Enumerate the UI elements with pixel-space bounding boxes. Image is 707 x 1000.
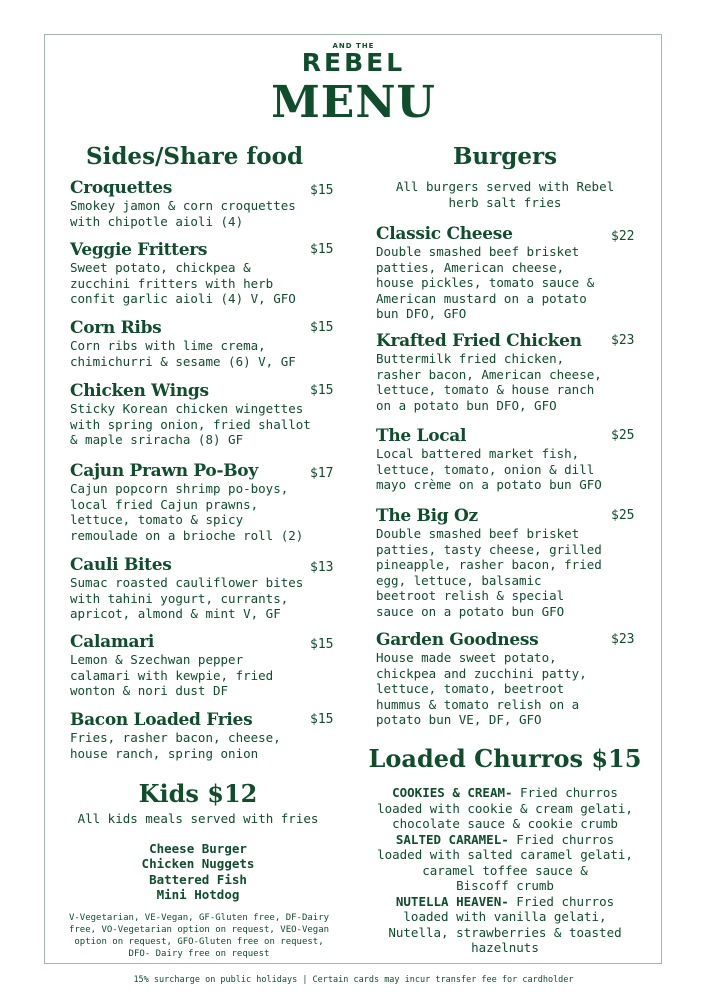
item-price: $15 <box>310 183 334 198</box>
item-description: Double smashed beef brisket patties, American cheese, house pickles, tomato sauce & American mustard on a potato bun DFO, GFO <box>376 244 595 321</box>
item-name: Cajun Prawn Po-Boy <box>70 461 258 481</box>
burgers-subtitle: All burgers served with Rebel herb salt fries <box>395 179 615 210</box>
item-price: $15 <box>310 320 334 335</box>
menu-item <box>70 318 338 381</box>
dietary-legend: V-Vegetarian, VE-Vegan, GF-Gluten free, DF-Dairy free, VO-Vegetarian option on request, VEO-Vegan option on request, GFO-Gluten free on request, DFO- Dairy free on request <box>68 913 330 959</box>
item-name: Krafted Fried Chicken <box>376 331 582 351</box>
footer-note: 15% surcharge on public holidays | Certain cards may incur transfer fee for cardholder <box>133 975 574 985</box>
item-description: Smokey jamon & corn croquettes with chipotle aioli (4) <box>70 198 296 229</box>
menu-item <box>70 178 338 240</box>
item-description: Sumac roasted cauliflower bites with tahini yogurt, currants, apricot, almond & mint V, GF <box>70 575 304 621</box>
section-title: Sides/Share food <box>86 143 304 170</box>
menu-item <box>376 331 636 426</box>
brand-prefix: AND THE <box>332 42 375 50</box>
sides-section <box>70 143 338 171</box>
burgers-list <box>376 224 636 740</box>
list-item: Mini Hotdog <box>156 887 240 902</box>
item-price: $15 <box>310 712 334 727</box>
churros-list: COOKIES & CREAM- Fried churros loaded with cookie & cream gelati, chocolate sauce & cookie crumb SALTED CARAMEL- Fried churros loaded with salted caramel gelati, caramel toffee sauce & Biscoff crumb NUTELLA HEAVEN- Fried churros loaded with vanilla gelati, Nutella, strawberries & toasted hazelnuts <box>360 785 650 956</box>
item-name: Croquettes <box>70 178 172 198</box>
list-item: COOKIES & CREAM- Fried churros <box>392 785 618 800</box>
item-description: House made sweet potato, chickpea and zucchini patty, lettuce, tomato, beetroot hummus & tomato relish on a potato bun VE, DF, GFO <box>376 650 587 727</box>
brand-logo: REBEL <box>301 48 406 77</box>
item-name: Chicken Wings <box>70 381 209 401</box>
list-item: Cheese Burger <box>149 840 247 856</box>
item-name: Cauli Bites <box>70 555 172 575</box>
menu-item <box>70 632 338 710</box>
item-name: Garden Goodness <box>376 630 539 650</box>
item-name: Calamari <box>70 632 155 652</box>
item-name: Classic Cheese <box>376 224 513 244</box>
menu-title: MENU <box>271 77 436 128</box>
menu-item <box>376 426 636 506</box>
item-description: Lemon & Szechwan pepper calamari with kewpie, fried wonton & nori dust DF <box>70 652 274 698</box>
item-description: Double smashed beef brisket patties, tasty cheese, grilled pineapple, rasher bacon, fried egg, lettuce, balsamic beetroot relish & special sauce on a potato bun GFO <box>376 526 602 619</box>
item-price: $22 <box>611 229 635 244</box>
item-price: $25 <box>611 508 635 523</box>
burgers-section <box>360 143 650 210</box>
churros-section <box>360 745 650 956</box>
menu-item <box>376 224 636 331</box>
item-price: $23 <box>611 632 635 647</box>
menu-item <box>376 506 636 630</box>
section-title: Kids $12 <box>138 779 258 808</box>
item-name: Corn Ribs <box>70 318 162 338</box>
section-title: Loaded Churros $15 <box>368 744 642 773</box>
menu-item <box>70 461 338 555</box>
section-title: Burgers <box>452 143 558 170</box>
item-price: $15 <box>310 383 334 398</box>
item-name: The Local <box>376 426 467 446</box>
kids-subtitle: All kids meals served with fries <box>77 811 319 826</box>
item-description: Buttermilk fried chicken, rasher bacon, American cheese, lettuce, tomato & house ranch on a potato bun DFO, GFO <box>376 351 602 413</box>
item-description: Local battered market fish, lettuce, tomato, onion & dill mayo crème on a potato bun GFO <box>376 446 602 492</box>
item-price: $23 <box>611 333 635 348</box>
menu-item <box>70 710 338 770</box>
item-name: Veggie Fritters <box>70 240 208 260</box>
kids-items <box>63 841 333 903</box>
item-description: Corn ribs with lime crema, chimichurri & sesame (6) V, GF <box>70 338 296 369</box>
item-price: $15 <box>310 637 334 652</box>
item-name: Bacon Loaded Fries <box>70 710 253 730</box>
item-price: $15 <box>310 242 334 257</box>
menu-item <box>376 630 636 740</box>
sides-list <box>70 178 338 770</box>
item-description: Cajun popcorn shrimp po-boys, local fried Cajun prawns, lettuce, tomato & spicy remoulade on a brioche roll (2) <box>70 481 304 543</box>
item-description: Sticky Korean chicken wingettes with spring onion, fried shallot & maple sriracha (8) GF <box>70 401 311 447</box>
item-description: Fries, rasher bacon, cheese, house ranch, spring onion <box>70 730 281 761</box>
list-item: NUTELLA HEAVEN- Fried churros <box>395 893 615 909</box>
menu-item <box>70 555 338 632</box>
item-name: The Big Oz <box>376 506 478 526</box>
menu-item <box>70 381 338 461</box>
menu-item <box>70 240 338 318</box>
list-item: SALTED CARAMEL- Fried churros <box>395 831 615 847</box>
item-description: Sweet potato, chickpea & zucchini fritters with herb confit garlic aioli (4) V, GFO <box>70 260 296 306</box>
item-price: $13 <box>310 560 334 575</box>
kids-section <box>63 780 333 903</box>
item-price: $17 <box>310 466 334 481</box>
item-price: $25 <box>611 428 635 443</box>
list-item: Chicken Nuggets <box>141 856 255 871</box>
list-item: Battered Fish <box>149 871 247 887</box>
